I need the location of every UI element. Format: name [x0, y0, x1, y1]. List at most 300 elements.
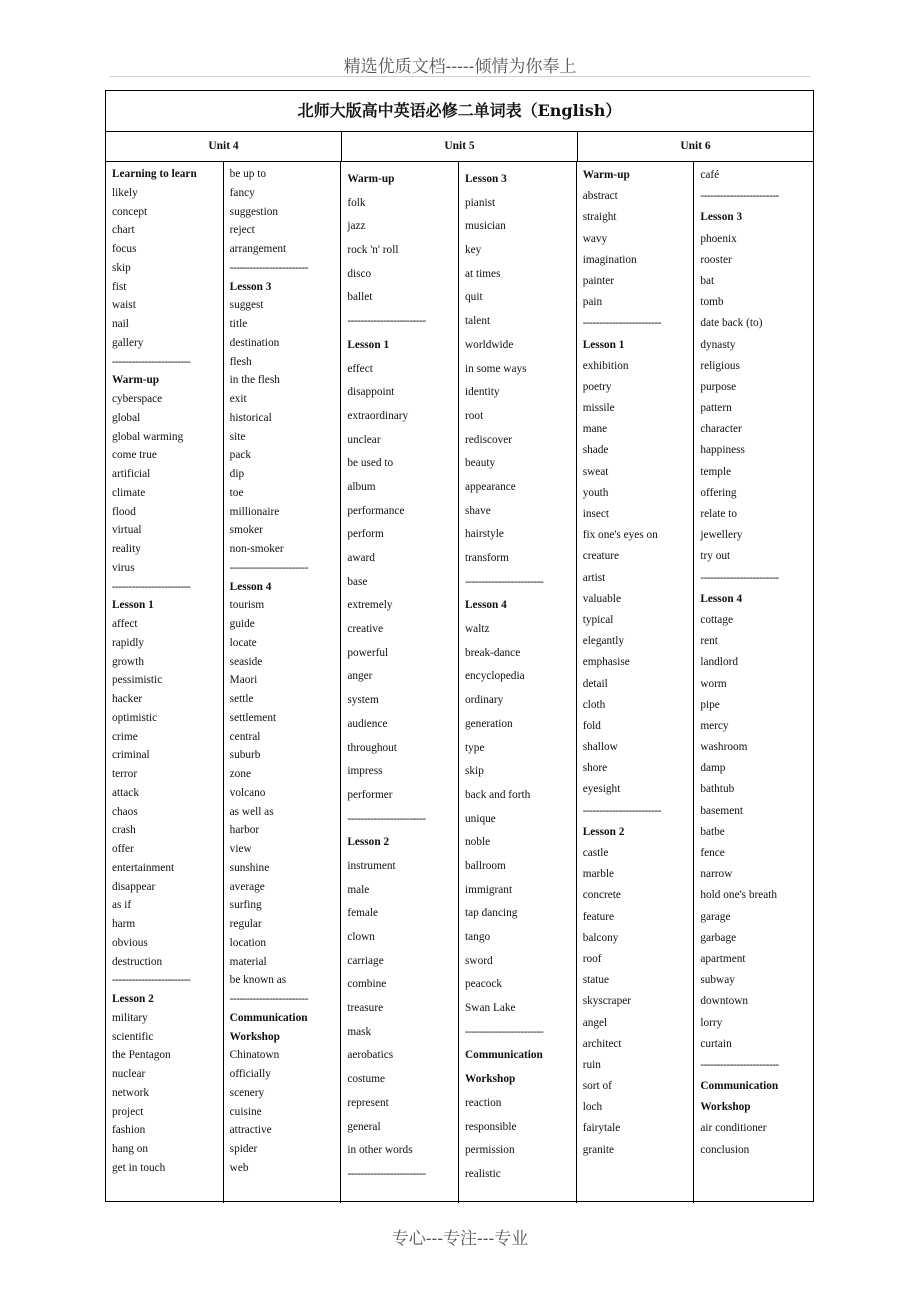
vocabulary-word: flood: [112, 505, 136, 518]
vocabulary-word: cyberspace: [112, 393, 163, 405]
vocabulary-word: café: [700, 169, 720, 181]
vocabulary-word: settle: [229, 693, 254, 705]
vocabulary-word: curtain: [700, 1037, 732, 1050]
vocabulary-word: rapidly: [112, 636, 144, 649]
vocabulary-word: waist: [112, 299, 136, 312]
vocabulary-word: worldwide: [465, 338, 514, 351]
table-title: 北师大版高中英语必修二单词表（English）: [106, 91, 813, 132]
page-footer: 专心---专注---专业: [391, 1229, 529, 1249]
vocabulary-word: offer: [112, 843, 134, 855]
vocabulary-word: entertainment: [112, 861, 175, 874]
vocabulary-word: fist: [112, 280, 127, 293]
vocabulary-word: rediscover: [465, 433, 513, 446]
vocabulary-word: eyesight: [582, 783, 621, 796]
vocabulary-word: regular: [229, 918, 262, 930]
vocabulary-word: beauty: [465, 457, 496, 470]
vocabulary-word: disappear: [112, 880, 156, 893]
vocabulary-word: worm: [700, 677, 727, 690]
vocabulary-word: obvious: [112, 936, 148, 949]
vocabulary-word: fence: [700, 847, 725, 859]
vocabulary-word: ballroom: [465, 859, 506, 872]
vocabulary-word: dynasty: [700, 338, 736, 351]
section-separator: ------------------------: [347, 315, 426, 328]
section-heading: Lesson 2: [582, 825, 625, 838]
vocabulary-word: extraordinary: [347, 409, 409, 422]
vocabulary-word: noble: [465, 836, 491, 849]
section-separator: ------------------------: [112, 580, 191, 593]
vocabulary-word: shave: [465, 504, 491, 517]
vocabulary-word: fashion: [112, 1124, 146, 1137]
vocabulary-word: material: [229, 955, 267, 968]
vocabulary-word: statue: [582, 974, 610, 987]
vocabulary-word: nuclear: [112, 1068, 146, 1080]
section-separator: ------------------------: [347, 1167, 426, 1180]
vocabulary-word: harm: [112, 918, 136, 930]
vocabulary-word: peacock: [465, 978, 503, 991]
vocabulary-word: emphasise: [582, 656, 630, 669]
vocabulary-word: reaction: [465, 1096, 502, 1109]
vocabulary-word: officially: [229, 1068, 271, 1080]
unit-header-4: Unit 4: [106, 132, 342, 161]
vocabulary-word: permission: [465, 1144, 515, 1157]
vocabulary-word: artificial: [112, 468, 151, 480]
vocabulary-word: anger: [347, 670, 373, 683]
vocabulary-word: concrete: [582, 889, 621, 902]
vocabulary-word: relate to: [700, 508, 738, 520]
vocabulary-word: in the flesh: [229, 374, 280, 387]
section-separator: ------------------------: [582, 317, 661, 330]
vocabulary-word: throughout: [347, 741, 397, 754]
vocabulary-word: hang on: [112, 1143, 149, 1155]
vocabulary-word: chart: [112, 224, 135, 237]
unit-header-row: [106, 132, 813, 162]
vocabulary-word: cuisine: [229, 1105, 262, 1118]
vocabulary-word: zone: [229, 768, 251, 780]
vocabulary-word: seaside: [229, 655, 263, 668]
vocabulary-word: subway: [700, 974, 735, 987]
vocabulary-word: immigrant: [465, 883, 513, 896]
vocabulary-word: smoker: [229, 524, 263, 537]
vocabulary-word: in other words: [347, 1144, 413, 1157]
unit-header-5: Unit 5: [342, 132, 578, 161]
vocabulary-word: castle: [582, 847, 609, 859]
section-heading: Communication: [465, 1049, 543, 1062]
section-heading: Lesson 4: [465, 599, 507, 612]
unit-header-6: Unit 6: [680, 140, 711, 152]
vocabulary-word: optimistic: [112, 711, 158, 724]
vocabulary-word: global warming: [112, 430, 184, 443]
vocabulary-word: pipe: [700, 698, 720, 711]
vocabulary-word: location: [229, 936, 267, 949]
vocabulary-word: locate: [229, 636, 257, 649]
vocabulary-word: clown: [347, 931, 375, 943]
section-separator: ------------------------: [112, 355, 191, 368]
vocabulary-word: rock 'n' roll: [347, 244, 399, 257]
section-heading: Lesson 1: [112, 599, 154, 612]
vocabulary-word: as if: [112, 899, 132, 912]
vocabulary-word: fancy: [229, 186, 255, 199]
word-column-unit4-b: [224, 162, 342, 1203]
vocabulary-word: jazz: [347, 220, 366, 233]
vocabulary-word: mane: [582, 423, 608, 436]
vocabulary-word: break-dance: [465, 646, 521, 659]
vocabulary-word: be known as: [229, 974, 287, 987]
vocabulary-word: destination: [229, 336, 280, 349]
vocabulary-word: female: [347, 907, 379, 920]
vocabulary-word: growth: [112, 655, 145, 668]
vocabulary-word: climate: [112, 486, 146, 499]
vocabulary-word: feature: [582, 910, 615, 923]
section-separator: ------------------------: [229, 561, 308, 574]
word-column-unit6-b: [694, 162, 813, 1203]
vocabulary-word: quit: [465, 291, 483, 304]
section-separator: ------------------------: [347, 812, 426, 825]
vocabulary-word: album: [347, 480, 376, 493]
vocabulary-word: Swan Lake: [465, 1002, 516, 1015]
vocabulary-word: folk: [347, 196, 366, 209]
word-column-unit6-a: [577, 162, 695, 1203]
vocabulary-word: terror: [112, 768, 138, 780]
vocabulary-word: unclear: [347, 433, 381, 446]
vocabulary-word: artist: [582, 571, 606, 584]
section-separator: ------------------------: [112, 974, 191, 987]
vocabulary-word: musician: [465, 220, 506, 233]
vocabulary-word: Maori: [229, 674, 258, 687]
vocabulary-word: waltz: [465, 623, 490, 636]
section-separator: ------------------------: [229, 993, 308, 1005]
vocabulary-word: tango: [465, 931, 491, 943]
vocabulary-word: batbe: [700, 825, 725, 838]
vocabulary-word: disappoint: [347, 386, 395, 399]
vocabulary-word: air conditioner: [700, 1122, 767, 1135]
vocabulary-word: chaos: [112, 805, 138, 818]
vocabulary-word: root: [465, 409, 484, 422]
vocabulary-word: effect: [347, 362, 373, 375]
vocabulary-word: tomb: [700, 296, 724, 309]
vocabulary-word: surfing: [229, 899, 262, 912]
vocabulary-word: reject: [229, 224, 255, 237]
vocabulary-word: spider: [229, 1143, 258, 1155]
section-heading: Lesson 3: [700, 211, 743, 224]
vocabulary-word: valuable: [582, 592, 621, 605]
vocabulary-word: fairytale: [582, 1122, 621, 1135]
vocabulary-word: elegantly: [582, 635, 625, 648]
vocabulary-word: combine: [347, 978, 387, 991]
vocabulary-word: hairstyle: [465, 528, 504, 541]
section-separator: ------------------------: [229, 261, 308, 274]
vocabulary-word: exhibition: [582, 359, 629, 372]
vocabulary-word: washroom: [700, 741, 748, 754]
vocabulary-word: aerobatics: [347, 1049, 394, 1062]
vocabulary-word: unique: [465, 812, 496, 825]
section-heading: Lesson 4: [229, 580, 272, 593]
vocabulary-word: roof: [582, 952, 602, 965]
vocabulary-word: volcano: [229, 786, 266, 799]
section-heading: Learning to learn: [112, 168, 197, 180]
vocabulary-word: virus: [112, 561, 135, 574]
section-heading: Lesson 3: [229, 280, 272, 293]
vocabulary-word: poetry: [582, 380, 612, 393]
vocabulary-word: criminal: [112, 749, 150, 762]
vocabulary-word: base: [347, 575, 368, 588]
vocabulary-word: type: [465, 741, 485, 754]
section-heading: Workshop: [229, 1030, 280, 1043]
vocabulary-word: millionaire: [229, 505, 280, 518]
vocabulary-word: lorry: [700, 1016, 723, 1029]
vocabulary-word: at times: [465, 267, 501, 280]
vocabulary-word: responsible: [465, 1120, 517, 1133]
section-heading: Lesson 4: [700, 592, 743, 605]
vocabulary-word: offering: [700, 486, 737, 499]
section-separator: ------------------------: [700, 1058, 779, 1071]
section-separator: ------------------------: [700, 190, 779, 203]
word-column-unit4-a: [106, 162, 224, 1203]
vocabulary-word: skyscraper: [582, 995, 631, 1008]
vocabulary-word: skip: [465, 765, 484, 778]
vocabulary-word: view: [229, 843, 252, 855]
vocabulary-word: system: [347, 694, 379, 707]
vocabulary-word: suggest: [229, 299, 264, 312]
vocabulary-word: sunshine: [229, 861, 270, 874]
vocabulary-word: network: [112, 1086, 150, 1099]
vocabulary-word: painter: [582, 274, 615, 287]
vocabulary-word: treasure: [347, 1002, 384, 1015]
vocabulary-word: scenery: [229, 1086, 265, 1099]
vocabulary-word: purpose: [700, 380, 737, 393]
vocabulary-word: happiness: [700, 444, 745, 457]
vocabulary-word: hold one's breath: [700, 889, 778, 902]
vocabulary-word: tap dancing: [465, 907, 518, 920]
vocabulary-word: sweat: [582, 465, 609, 478]
section-heading: Warm-up: [112, 374, 160, 387]
vocabulary-word: balcony: [582, 931, 619, 944]
vocabulary-word: conclusion: [700, 1143, 750, 1156]
vocabulary-word: tourism: [229, 599, 265, 612]
vocabulary-word: character: [700, 423, 742, 436]
vocabulary-word: creature: [582, 550, 620, 563]
vocabulary-word: gallery: [112, 336, 144, 349]
word-columns: [106, 162, 813, 1203]
section-heading: Lesson 2: [112, 993, 154, 1005]
header-divider: [110, 76, 810, 77]
vocabulary-word: web: [229, 1161, 249, 1174]
vocabulary-word: performance: [347, 504, 405, 517]
vocabulary-word: shade: [582, 444, 609, 457]
vocabulary-word: straight: [582, 211, 617, 224]
vocabulary-word: sort of: [582, 1080, 612, 1093]
vocabulary-word: instrument: [347, 859, 396, 872]
vocabulary-word: appearance: [465, 480, 516, 493]
vocabulary-word: try out: [700, 550, 731, 563]
vocabulary-word: scientific: [112, 1030, 154, 1043]
vocabulary-word: average: [229, 880, 265, 893]
section-heading: Communication: [700, 1080, 779, 1093]
vocabulary-word: religious: [700, 359, 740, 372]
vocabulary-word: ruin: [582, 1058, 601, 1071]
vocabulary-word: pessimistic: [112, 674, 163, 687]
vocabulary-word: detail: [582, 677, 608, 690]
vocabulary-table: [105, 90, 814, 1202]
vocabulary-word: flesh: [229, 355, 252, 368]
vocabulary-word: pain: [582, 296, 603, 309]
vocabulary-word: represent: [347, 1096, 389, 1109]
page-header: 精选优质文档-----倾情为你奉上: [343, 57, 577, 77]
vocabulary-word: attack: [112, 786, 139, 799]
vocabulary-word: toe: [229, 486, 244, 499]
vocabulary-word: landlord: [700, 656, 739, 669]
vocabulary-word: award: [347, 552, 375, 564]
vocabulary-word: extremely: [347, 599, 393, 612]
vocabulary-word: back and forth: [465, 788, 531, 801]
vocabulary-word: dip: [229, 468, 245, 480]
vocabulary-word: mercy: [700, 719, 729, 732]
vocabulary-word: suburb: [229, 749, 261, 762]
word-column-unit5-b: [459, 162, 577, 1203]
vocabulary-word: encyclopedia: [465, 670, 525, 683]
vocabulary-word: the Pentagon: [112, 1049, 171, 1062]
vocabulary-word: narrow: [700, 868, 733, 881]
vocabulary-word: identity: [465, 386, 500, 399]
vocabulary-word: creative: [347, 623, 384, 636]
vocabulary-word: generation: [465, 717, 513, 730]
vocabulary-word: basement: [700, 804, 744, 817]
vocabulary-word: phoenix: [700, 232, 737, 245]
vocabulary-word: performer: [347, 788, 393, 801]
vocabulary-word: missile: [582, 402, 615, 415]
vocabulary-word: exit: [229, 393, 247, 405]
vocabulary-word: garbage: [700, 931, 737, 944]
vocabulary-word: general: [347, 1120, 381, 1133]
vocabulary-word: perform: [347, 528, 384, 541]
vocabulary-word: cloth: [582, 698, 606, 711]
vocabulary-word: get in touch: [112, 1161, 166, 1174]
vocabulary-word: imagination: [582, 253, 637, 266]
vocabulary-word: be up to: [229, 168, 267, 180]
section-heading: Lesson 1: [582, 338, 625, 351]
vocabulary-word: Chinatown: [229, 1049, 280, 1062]
vocabulary-word: as well as: [229, 805, 274, 818]
section-heading: Workshop: [700, 1101, 751, 1114]
vocabulary-word: insect: [582, 508, 610, 520]
vocabulary-word: skip: [112, 261, 131, 274]
section-heading: Lesson 3: [465, 173, 507, 185]
vocabulary-word: suggestion: [229, 205, 278, 218]
vocabulary-word: cottage: [700, 613, 733, 626]
vocabulary-word: marble: [582, 868, 615, 881]
vocabulary-word: pianist: [465, 196, 496, 209]
section-separator: ------------------------: [700, 571, 779, 584]
vocabulary-word: guide: [229, 618, 255, 630]
vocabulary-word: talent: [465, 315, 491, 328]
section-separator: ------------------------: [465, 575, 544, 588]
vocabulary-word: ballet: [347, 291, 373, 304]
vocabulary-word: pack: [229, 449, 251, 462]
vocabulary-word: destruction: [112, 955, 163, 968]
vocabulary-word: concept: [112, 205, 148, 218]
vocabulary-word: typical: [582, 613, 614, 626]
vocabulary-word: bat: [700, 274, 715, 287]
vocabulary-word: sword: [465, 954, 493, 967]
vocabulary-word: apartment: [700, 952, 746, 965]
vocabulary-word: rooster: [700, 253, 732, 266]
vocabulary-word: costume: [347, 1073, 385, 1086]
section-heading: Warm-up: [347, 173, 395, 185]
vocabulary-word: focus: [112, 243, 137, 255]
vocabulary-word: site: [229, 430, 246, 443]
vocabulary-word: come true: [112, 449, 157, 462]
vocabulary-word: key: [465, 244, 482, 257]
vocabulary-word: angel: [582, 1016, 608, 1029]
vocabulary-word: shallow: [582, 741, 618, 754]
vocabulary-word: crash: [112, 824, 136, 837]
vocabulary-word: audience: [347, 717, 388, 730]
vocabulary-word: date back (to): [700, 317, 763, 330]
vocabulary-word: downtown: [700, 995, 749, 1008]
vocabulary-word: settlement: [229, 711, 277, 724]
vocabulary-word: pattern: [700, 402, 732, 415]
vocabulary-word: mask: [347, 1025, 372, 1038]
section-heading: Workshop: [465, 1073, 516, 1086]
vocabulary-word: bathtub: [700, 783, 735, 796]
vocabulary-word: fix one's eyes on: [582, 529, 658, 542]
vocabulary-word: be used to: [347, 457, 394, 470]
vocabulary-word: shore: [582, 762, 608, 775]
vocabulary-word: rent: [700, 635, 718, 648]
vocabulary-word: ordinary: [465, 694, 504, 707]
vocabulary-word: realistic: [465, 1167, 501, 1180]
vocabulary-word: arrangement: [229, 243, 287, 255]
vocabulary-word: architect: [582, 1037, 622, 1050]
vocabulary-word: non-smoker: [229, 543, 284, 555]
vocabulary-word: damp: [700, 762, 726, 775]
vocabulary-word: granite: [582, 1143, 615, 1156]
section-heading: Communication: [229, 1011, 308, 1024]
vocabulary-word: disco: [347, 267, 372, 280]
vocabulary-word: attractive: [229, 1124, 272, 1137]
vocabulary-word: likely: [112, 186, 138, 199]
vocabulary-word: nail: [112, 318, 129, 330]
vocabulary-word: male: [347, 883, 370, 896]
vocabulary-word: harbor: [229, 824, 260, 837]
vocabulary-word: global: [112, 411, 141, 424]
vocabulary-word: central: [229, 730, 261, 743]
vocabulary-word: wavy: [582, 232, 608, 245]
section-separator: ------------------------: [465, 1025, 544, 1038]
vocabulary-word: fold: [582, 719, 601, 732]
vocabulary-word: project: [112, 1105, 144, 1118]
vocabulary-word: powerful: [347, 646, 389, 659]
vocabulary-word: carriage: [347, 954, 384, 967]
vocabulary-word: jewellery: [700, 529, 743, 542]
vocabulary-word: crime: [112, 730, 138, 743]
vocabulary-word: youth: [582, 486, 609, 499]
section-separator: ------------------------: [582, 804, 661, 817]
vocabulary-word: affect: [112, 618, 138, 630]
word-column-unit5-a: [341, 162, 459, 1203]
vocabulary-word: impress: [347, 765, 383, 778]
vocabulary-word: loch: [582, 1101, 603, 1114]
vocabulary-word: title: [229, 318, 248, 330]
vocabulary-word: in some ways: [465, 362, 527, 375]
vocabulary-word: virtual: [112, 524, 142, 537]
vocabulary-word: military: [112, 1011, 148, 1024]
section-heading: Lesson 1: [347, 338, 390, 351]
vocabulary-word: hacker: [112, 693, 143, 705]
vocabulary-word: abstract: [582, 190, 618, 203]
vocabulary-word: reality: [112, 543, 141, 555]
section-heading: Warm-up: [582, 169, 630, 181]
section-heading: Lesson 2: [347, 836, 390, 849]
